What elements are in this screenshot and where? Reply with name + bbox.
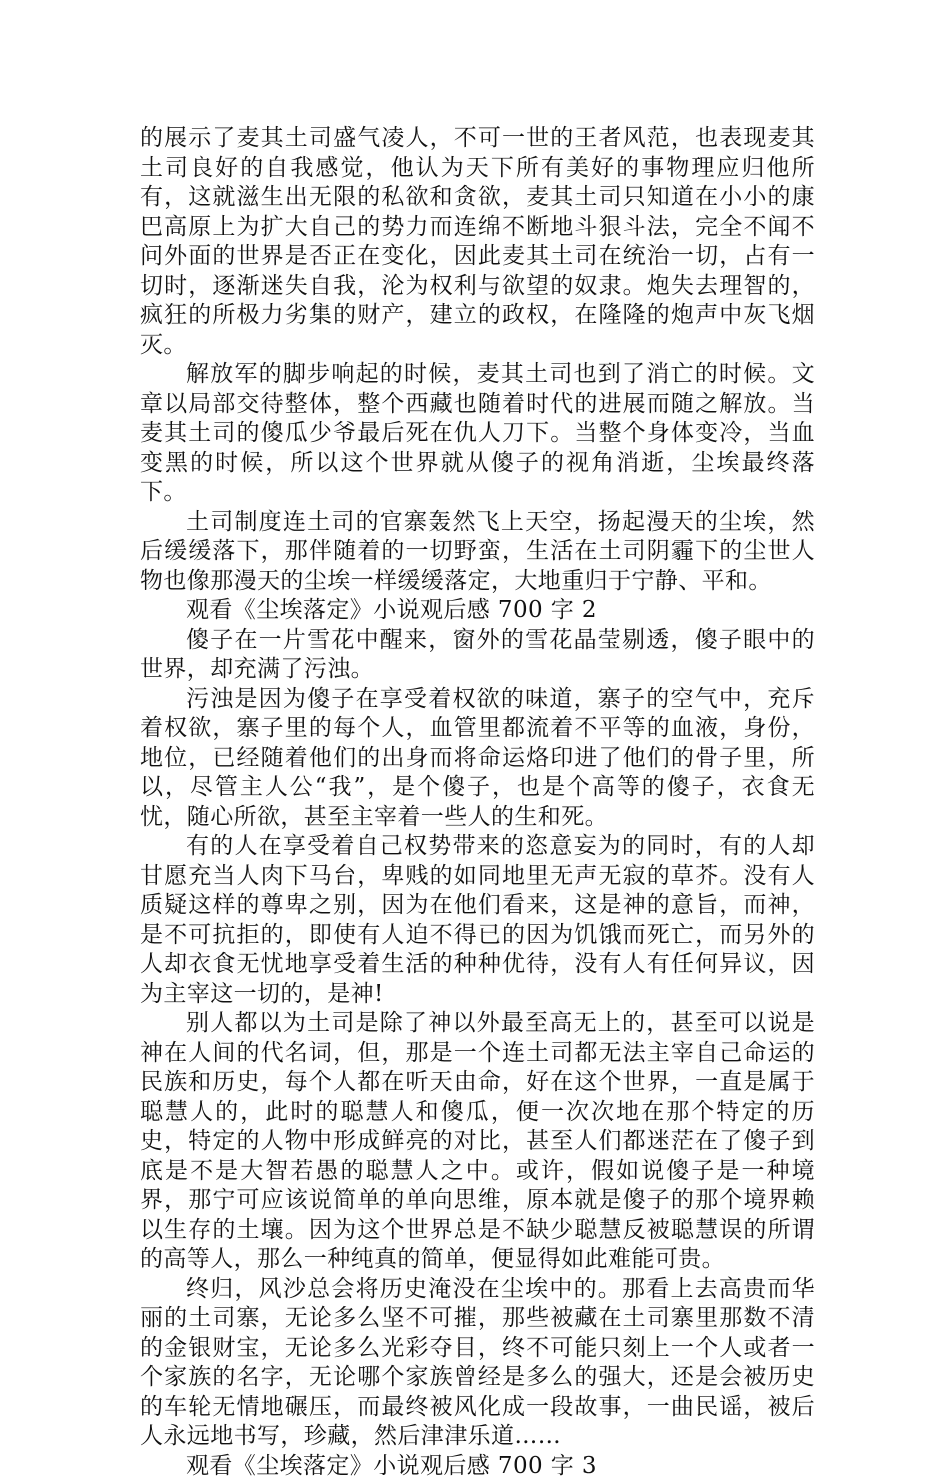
paragraph: 终归，风沙总会将历史淹没在尘埃中的。那看上去高贵而华丽的土司寨，无论多么坚不可摧，那些被藏在土司寨里那数不清的金银财宝，无论多么光彩夺目，终不可能只刻上一个人或者一个家族的名字，无论哪个家族曾经是多么的强大，还是会被历史的车轮无情地碾压，而最终被风化成一段故事，一曲民谣，被后人永远地书写，珍藏，然后津津乐道…… xyxy=(140,1275,815,1452)
paragraph: 有的人在享受着自己权势带来的恣意妄为的同时，有的人却甘愿充当人肉下马台，卑贱的如同地里无声无寂的草芥。没有人质疑这样的尊卑之别，因为在他们看来，这是神的意旨，而神，是不可抗拒的，即使有人迫不得已的因为饥饿而死亡，而另外的人却衣食无忧地享受着生活的种种优待，没有人有任何异议，因为主宰这一切的，是神! xyxy=(140,832,815,1009)
paragraph: 傻子在一片雪花中醒来，窗外的雪花晶莹剔透，傻子眼中的世界，却充满了污浊。 xyxy=(140,626,815,685)
paragraph: 解放军的脚步响起的时候，麦其土司也到了消亡的时候。文章以局部交待整体，整个西藏也随着时代的进展而随之解放。当麦其土司的傻瓜少爷最后死在仇人刀下。当整个身体变冷，当血变黑的时候，所以这个世界就从傻子的视角消逝，尘埃最终落下。 xyxy=(140,360,815,508)
paragraph: 污浊是因为傻子在享受着权欲的味道，寨子的空气中，充斥着权欲，寨子里的每个人，血管里都流着不平等的血液，身份，地位，已经随着他们的出身而将命运烙印进了他们的骨子里，所以，尽管主人公“我”，是个傻子，也是个高等的傻子，衣食无忧，随心所欲，甚至主宰着一些人的生和死。 xyxy=(140,685,815,833)
paragraph: 的展示了麦其土司盛气凌人，不可一世的王者风范，也表现麦其土司良好的自我感觉，他认为天下所有美好的事物理应归他所有，这就滋生出无限的私欲和贪欲，麦其土司只知道在小小的康巴高原上为扩大自己的势力而连绵不断地斗狠斗法，完全不闻不问外面的世界是否正在变化，因此麦其土司在统治一切，占有一切时，逐渐迷失自我，沦为权利与欲望的奴隶。炮失去理智的，疯狂的所极力劣集的财产，建立的政权，在隆隆的炮声中灰飞烟灭。 xyxy=(140,124,815,360)
document-body xyxy=(140,124,815,1481)
paragraph: 别人都以为土司是除了神以外最至高无上的，甚至可以说是神在人间的代名词，但，那是一个连土司都无法主宰自己命运的民族和历史，每个人都在听天由命，好在这个世界，一直是属于聪慧人的，此时的聪慧人和傻瓜，便一次次地在那个特定的历史，特定的人物中形成鲜亮的对比，甚至人们都迷茫在了傻子到底是不是大智若愚的聪慧人之中。或许，假如说傻子是一种境界，那宁可应该说简单的单向思维，原本就是傻子的那个境界赖以生存的土壤。因为这个世界总是不缺少聪慧反被聪慧误的所谓的高等人，那么一种纯真的简单，便显得如此难能可贵。 xyxy=(140,1009,815,1275)
section-heading: 观看《尘埃落定》小说观后感 700 字 3 xyxy=(140,1452,815,1481)
paragraph: 土司制度连土司的官寨轰然飞上天空，扬起漫天的尘埃，然后缓缓落下，那伴随着的一切野蛮，生活在土司阴霾下的尘世人物也像那漫天的尘埃一样缓缓落定，大地重归于宁静、平和。 xyxy=(140,508,815,597)
section-heading: 观看《尘埃落定》小说观后感 700 字 2 xyxy=(140,596,815,626)
